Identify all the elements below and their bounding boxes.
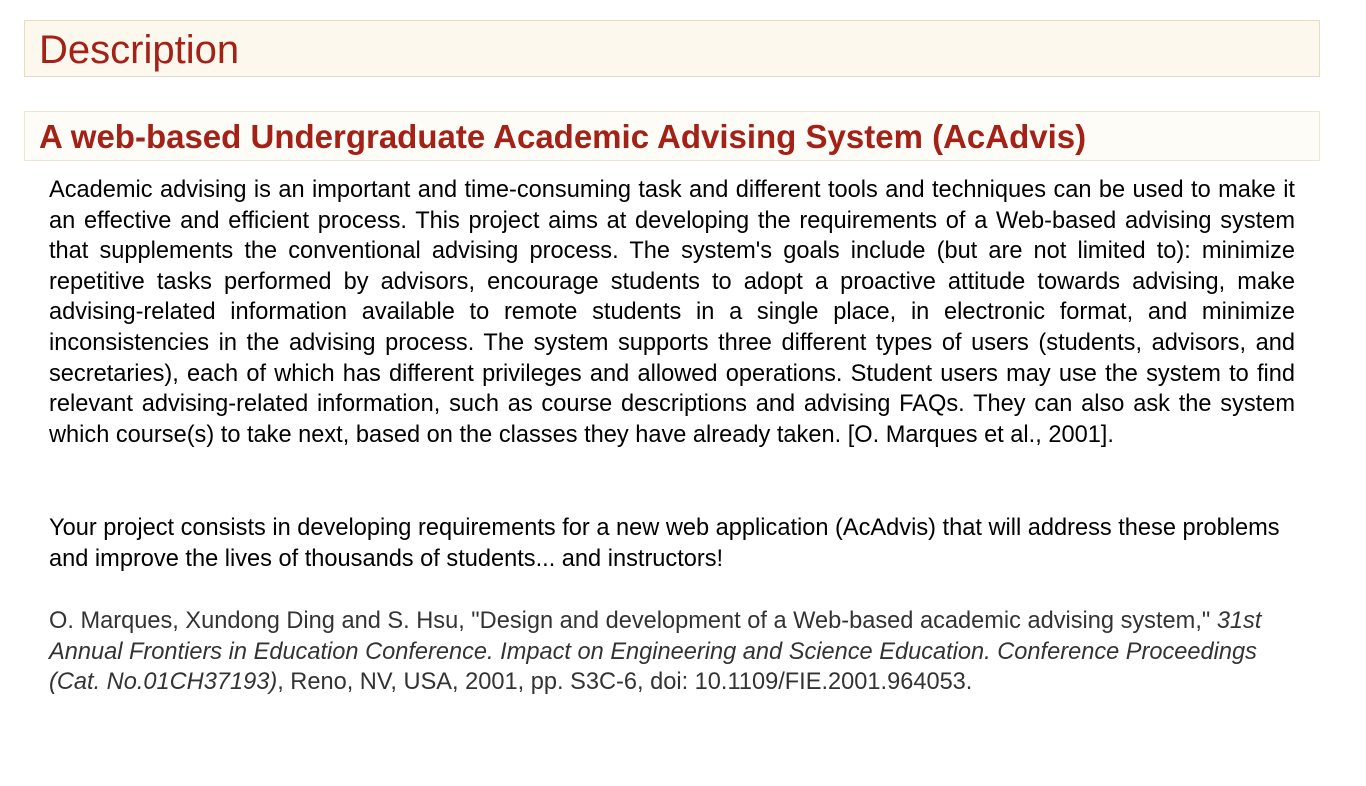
project-assignment: Your project consists in developing requirements for a new web application (AcAdvis) that will address these problems and improve the lives of thousands of students... and instructors! bbox=[49, 515, 1280, 572]
section-title: Description bbox=[39, 28, 240, 72]
citation-details: , Reno, NV, USA, 2001, pp. S3C-6, doi: 10.1109/FIE.2001.964053. bbox=[277, 669, 973, 696]
project-description: Academic advising is an important and time-consuming task and different tools and techniques can be used to make it an effective and efficient process. This project aims at developing the requirements of a Web-based advising system that supplements the conventional advising process. The system's goals include (but are not limited to): minimize repetitive tasks performed by advisors, encourage students to adopt a proactive attitude towards advising, make advising-related information available to remote students in a single place, in electronic format, and minimize inconsistencies in the advising process. The system supports three different types of users (students, advisors, and secretaries), each of which has different privileges and allowed operations. Student users may use the system to find relevant advising-related information, such as course descriptions and advising FAQs. They can also ask the system which course(s) to take next, based on the classes they have already taken. [O. Marques et al., 2001]. bbox=[49, 177, 1295, 448]
citation bbox=[49, 606, 1295, 698]
project-title: A web-based Undergraduate Academic Advising System (AcAdvis) bbox=[39, 118, 1087, 155]
citation-authors-title: O. Marques, Xundong Ding and S. Hsu, "Design and development of a Web-based academic advising system," bbox=[49, 608, 1217, 634]
description-section-header bbox=[24, 20, 1320, 77]
project-title-bar bbox=[24, 111, 1320, 161]
citation-venue: 31st Annual Frontiers in Education Conference. Impact on Engineering and Science Education. Conference Proceedings (Cat. No.01CH37193) bbox=[49, 608, 1262, 696]
